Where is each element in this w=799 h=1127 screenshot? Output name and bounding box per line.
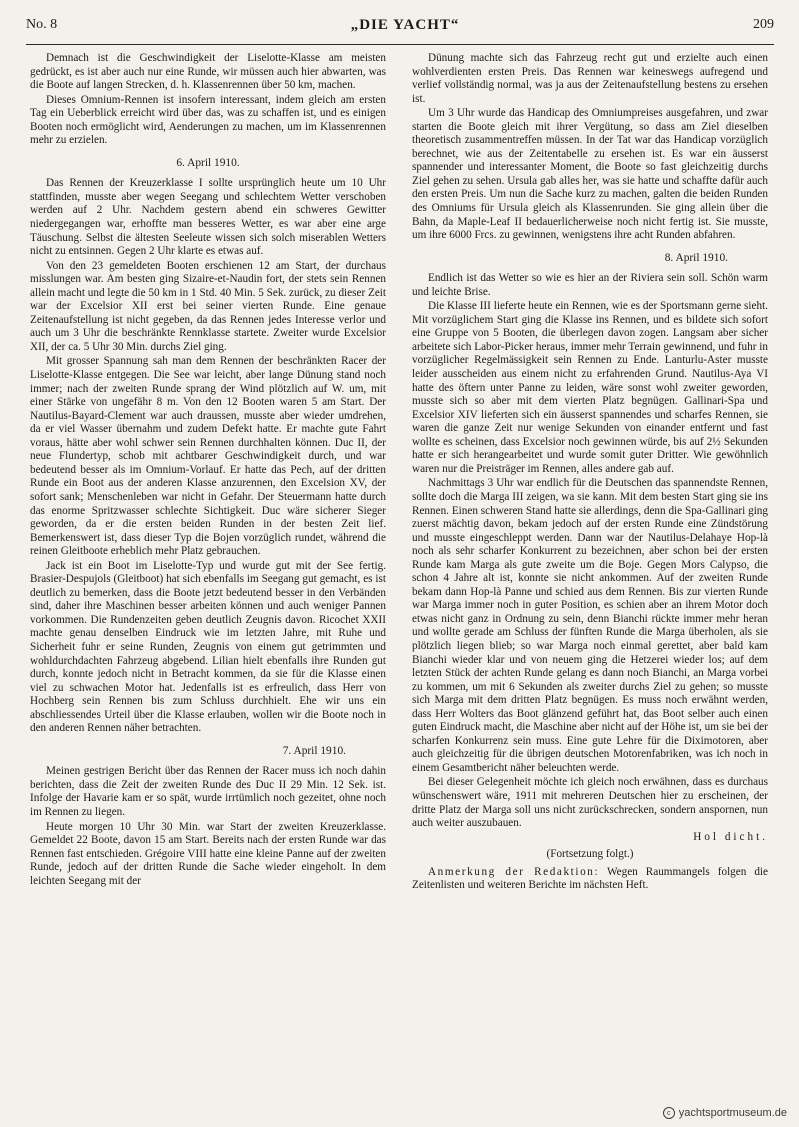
page-header [26, 12, 774, 38]
editorial-note [412, 866, 768, 893]
paragraph: Jack ist ein Boot im Liselotte-Typ und wurde gut mit der See fertig. Brasier-Despujols (Gleitboot) hat sich ebenfalls im Seegang gut gemacht, es ist deutlich zu bemerken, dass die Boote jetzt bedeutend besser in den Verbänden sind, daher ihre Maschinen besser arbeiten können und auch weniger Pannen vorkommen. Die Rundenzeiten geben deutlich Zeugnis davon. Ricochet XXII machte genau denselben Eindruck wie im letzten Jahre, mit Ruhe und Sicherheit fuhr er seine Runden, Zeugnis von einem gut getrimmten und wohldurchdachten Fahrzeug abgebend. Lilian hielt ebenfalls ihre Runden gut durch, konnte jedoch nicht in Betracht kommen, da sie für die Klasse einen viel zu schwachen Motor hat. Jedenfalls ist es erfreulich, dass Herr von Hochberg sein Rennen bis zum Schluss durchhielt. Ehe wir uns ein abschliessendes Urteil über die Klasse erlauben, wollen wir die Boote noch in den anderen Rennen näher betrachten. [30, 559, 386, 735]
section-date: 8. April 1910. [664, 251, 728, 264]
watermark [663, 1107, 787, 1119]
paragraph: Heute morgen 10 Uhr 30 Min. war Start der zweiten Kreuzerklasse. Gemeldet 22 Boote, davon 15 am Start. Bereits nach der ersten Runde war das Rennen fast entschieden. Grégoire VIII hatte eine kleine Panne auf der zweiten Runde, jedoch auf der dritten Runde die Sache wieder eingeholt. In dem leichten Seegang mit der [30, 820, 386, 887]
editorial-note-text: Wegen Raummangels folgen die Zeitenlisten und weiteren Berichte im nächsten Heft. [412, 865, 768, 892]
paragraph: Die Klasse III lieferte heute ein Rennen, wie es der Sportsmann gerne sieht. Mit vorzüglichem Start ging die Klasse ins Rennen, und es bildete sich sofort eine Gruppe von 5 Booten, die überlegen davon zogen. Langsam aber sicher arbeitete sich Labor-Picker heraus, immer mehr Terrain gewinnend, und fuhr in vorzüglicher Regelmässigkeit sein Rennen zu Ende. Lanturlu-Aster musste leider ausscheiden aus einem nicht zu erfahrenden Grund. Nautilus-Aya VI hatte des öftern unter Panne zu leiden, wäre sonst wohl zweiter geworden, musste sich so aber mit dem vierten Platz begnügen. Gallinari-Spa und Excelsior XIV lieferten sich ein äusserst spannendes und scharfes Rennen, sie waren die ganze Zeit nur wenige Sekunden von einander entfernt und fast wollte es scheinen, dass Excelsior noch gewinnen würde, bis auf 2½ Sekunden hatte er sich herangearbeitet und wurde somit guter Dritter. Wie gewöhnlich waren nur die Preisträger im Rennen, alles andere gab auf. [412, 300, 768, 475]
section-date: 7. April 1910. [282, 744, 346, 757]
paragraph: Dieses Omnium-Rennen ist insofern interessant, indem gleich am ersten Tag ein Ueberblick erreicht wird über das, was zu schaffen ist, und es einigen Booten noch ermöglicht wird, Aenderungen zu machen, um im Klassenrennen mehr zu erzielen. [30, 93, 386, 147]
page-number: 209 [752, 17, 774, 32]
paragraph: Dünung machte sich das Fahrzeug recht gut und erzielte auch einen wohlverdienten ersten Preis. Das Rennen war keineswegs aufregend und verlief vollständig normal, was ja aus der Zeitenaufstellung bestens zu ersehen ist. [412, 52, 768, 105]
right-column [412, 52, 768, 1097]
paragraph: Endlich ist das Wetter so wie es hier an der Riviera sein soll. Schön warm und leichte Brise. [412, 272, 768, 298]
paragraph: Nachmittags 3 Uhr war endlich für die Deutschen das spannendste Rennen, sollte doch die Marga III zeigen, wa sie kann. Mit dem besten Start ging sie ins Rennen. Einen schweren Stand hatte sie allerdings, denn die Spa-Gallinari ging zuerst mächtig davon, bekam jedoch auf der ersten Runde eine Zündstörung und musste eingeschleppt werden. Dann war der Nautilus-Delahaye Hop-là noch als sehr scharfer Konkurrent zu bezeichnen, aber schon bei der ersten Runde kam Marga als gute zweite um die Boje. Gegen Mors Calypso, die schon 4 Jahre alt ist, konnte sie nicht ankommen. Auf der zweiten Runde bekam dann Hop-là Panne und schied aus dem Rennen. Bis zur vierten Runde war Marga immer noch in guter Position, es schien aber an ihrem Motor doch etwas nicht ganz in Ordnung zu sein, denn Bianchi rückte immer mehr heran und wollte gerade am Schluss der fünften Runde die Marga überholen, als sie plötzlich liegen blieb; so war Marga noch einmal gerettet, aber bald kam Bianchi wieder klar und von neuem ging die Hetzerei wieder los; auf dem letzten Stück der achten Runde gelang es dann noch Bianchi, an Marga vorbei zu kommen, um mit 6 Sekunden als zweiter durchs Ziel zu gehen; so musste sich Marga mit dem dritten Platz begnügen. Es muss noch erwähnt werden, dass Herr Wolters das Boot glänzend geführt hat, das Boot selber auch einen guten Eindruck macht, die Maschine aber nicht auf der Höhe ist, um sie bei der scharfen Konkurrenz sein muss. Eine gute Lehre für die Diximotoren, aber auch gleichzeitig für die übrigen deutschen Motorenfabriken, was ich noch in einem Gesamtbericht näher beleuchten werde. [412, 477, 768, 774]
header-rule [26, 44, 774, 45]
watermark-text: yachtsportmuseum.de [678, 1107, 787, 1119]
copyright-icon: c [663, 1107, 675, 1119]
editorial-note-label: Anmerkung der Redaktion: [428, 865, 600, 878]
author-signature: Hol dicht. [693, 830, 768, 843]
left-column [30, 52, 386, 1097]
paragraph: Das Rennen der Kreuzerklasse I sollte ursprünglich heute um 10 Uhr stattfinden, musste aber wegen Seegang und schlechtem Wetter verschoben werden auf 2 Uhr. Nachdem gestern abend ein schweres Gewitter niedergegangen war, erhoffte man besseres Wetter, es war aber eine arge Täuschung. Selbst die ältesten Seeleute wissen sich solch miserablen Wetters nicht zu entsinnen. Gegen 2 Uhr klarte es etwas auf. [30, 177, 386, 258]
section-date: 6. April 1910. [176, 156, 240, 169]
paragraph: Um 3 Uhr wurde das Handicap des Omniumpreises ausgefahren, und zwar starten die Boote gleich mit ihrer Vergütung, so dass am Ziel dieselben theoretisch zusammentreffen müssen. In der Tat war das Handicap vorzüglich berechnet, wie aus der Zeitentabelle zu ersehen ist. Es war ein äusserst spannender und interessanter Moment, die Boote so fast gleichzeitig durchs Ziel gehen zu sehen. Ursula gab alles her, was sie hatte und schaffte dafür auch den ersten Preis. Um nun die Sache kurz zu machen, galten die beiden Runden des Omniums für Ursula gleich als Klassenrunden. Sie ging allein über die Bahn, da Maple-Leaf II bedauerlicherweise noch nicht fertig ist. Sie musste, um ihre 6000 Frcs. zu gewinnen, wenigstens ihre acht Runden abfahren. [412, 107, 768, 242]
continuation-note: (Fortsetzung folgt.) [546, 848, 634, 861]
paragraph: Demnach ist die Geschwindigkeit der Liselotte-Klasse am meisten gedrückt, es ist aber auch nur eine Runde, wir müssen auch hier abwarten, was die Boote auf langen Strecken, d. h. Klassenrennen über 50 km, machen. [30, 52, 386, 92]
magazine-title: „DIE YACHT“ [350, 16, 460, 33]
paragraph: Von den 23 gemeldeten Booten erschienen 12 am Start, der durchaus misslungen war. Am besten ging Sizaire-et-Naudin fort, der stets sein Rennen allein macht und legte die 50 km in 1 Std. 40 Min. 5 Sek. zurück, zu dieser Zeit war der Excelsior XII erst bei seiner vierten Runde. Eine genaue Zeitenaufstellung ist nicht gegeben, da das Rennen jedes Interesse verlor und auch um 3 Uhr die beschränkte Rennklasse startete. Zweiter wurde Excelsior XII, der ca. 5 Uhr 30 Min. durchs Ziel ging. [30, 259, 386, 353]
issue-number: No. 8 [26, 17, 58, 32]
paragraph: Meinen gestrigen Bericht über das Rennen der Racer muss ich noch dahin berichten, dass die Zeit der zweiten Runde des Duc II 29 Min. 12 Sek. ist. Infolge der Havarie kam er so spät, wurde irrtümlich noch gezeitet, ohne noch im Rennen zu liegen. [30, 765, 386, 818]
paragraph: Bei dieser Gelegenheit möchte ich gleich noch erwähnen, dass es durchaus wünschenswert wäre, 1911 mit mehreren Deutschen hier zu erscheinen, der dritte Platz der Marga soll uns nicht zurückschrecken, sondern anspornen, nun auch weiter auszubauen. [412, 776, 768, 830]
paragraph: Mit grosser Spannung sah man dem Rennen der beschränkten Racer der Liselotte-Klasse entgegen. Die See war leicht, aber lange Dünung stand noch immer; nach der zweiten Runde sprang der Wind plötzlich auf W. um, mit einer Stärke von ungefähr 8 m. Von den 12 Booten waren 5 am Start. Der Nautilus-Bayard-Clement war auch draussen, musste aber wieder umdrehen, da er viel Wasser übernahm und zudem Defekt hatte. Er machte gute Fahrt voraus, hätte aber wohl schwer sein Rennen durchhalten können. Duc II, der neue Flundertyp, schob mit achtbarer Geschwindigkeit durch, und war bedeutend besser als im Omnium-Vorlauf. Er hatte das Pech, auf der dritten Runde ein Boot aus der anderen Klasse anzurennen, den Excelsion XV, der sofort sank; Menschenleben war nicht in Gefahr. Der Steuermann hatte durch das enorme Spritzwasser schlechte Sichtigkeit. Duc wäre sicherer Sieger geworden, da er die ersten beiden Runden in der besten Zeit lief. Bemerkenswert ist, dass dieser Typ die Bojen vorzüglich rundet, während die reinen Gleitboote erheblich mehr Platz gebrauchen. [30, 355, 386, 558]
